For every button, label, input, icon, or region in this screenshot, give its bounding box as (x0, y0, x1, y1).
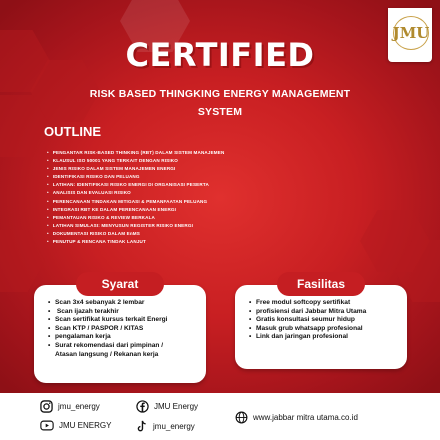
bullet-icon: • (249, 299, 252, 306)
bullet-icon: • (249, 324, 252, 332)
outline-item: • PERENCANAAN TINDAKAN MITIGASI & PEMANFAATAN PELUANG (47, 198, 224, 206)
requirement-item (48, 342, 168, 351)
facebook-name: JMU Energy (154, 402, 199, 411)
tiktok-handle: jmu_energy (153, 422, 195, 431)
facebook-icon (136, 400, 149, 413)
facility-item (249, 333, 366, 342)
poster-subtitle-line-1: RISK BASED THINGKING ENERGY MANAGEMENT (89, 88, 351, 100)
youtube-icon (40, 420, 54, 431)
outline-item: • LATIHAN SIMULASI: MENYUSUN REGISTER RISIKO ENERGI (47, 222, 224, 230)
instagram-icon (40, 400, 53, 413)
tiktok-icon (136, 420, 148, 433)
bullet-icon: • (249, 307, 252, 315)
requirement-item (48, 316, 168, 325)
tiktok-link[interactable] (136, 420, 195, 433)
requirement-text: Scan 3x4 sebanyak 2 lembar (55, 299, 145, 306)
facility-item (249, 325, 366, 334)
requirement-text: Surat rekomendasi dari pimpinan / (55, 341, 164, 349)
requirement-text: Atasan langsung / Rekanan kerja (55, 350, 159, 358)
facility-text: Link dan jaringan profesional (256, 333, 348, 341)
outline-list (47, 149, 224, 246)
facilities-heading: Fasilitas (277, 272, 365, 296)
facility-text: Masuk grub whatsapp profesional (256, 324, 363, 332)
bullet-icon: • (48, 299, 51, 306)
outline-item: • KLAUSUL ISO 50001 YANG TERKAIT DENGAN RISIKO (47, 157, 224, 165)
bullet-icon: • (48, 307, 51, 315)
bullet-icon: • (48, 316, 51, 324)
requirement-item-continuation (48, 351, 168, 360)
requirement-item (48, 333, 168, 342)
facility-item (249, 316, 366, 325)
requirement-item (48, 308, 168, 317)
youtube-link[interactable] (40, 420, 111, 431)
hexagon-decoration (0, 230, 45, 292)
outline-item: • JENIS RISIKO DALAM SISTEM MANAJEMEN ENERGI (47, 165, 224, 173)
website-link[interactable] (235, 411, 358, 424)
outline-item: • INTEGRASI RBT KE DALAM PERENCANAAN ENERGI (47, 206, 224, 214)
facebook-link[interactable] (136, 400, 198, 413)
requirements-heading: Syarat (76, 272, 164, 296)
bullet-icon: • (249, 333, 252, 341)
facility-item (249, 308, 366, 317)
instagram-handle: jmu_energy (58, 402, 100, 411)
requirement-text: Scan KTP / PASPOR / KITAS (55, 324, 144, 332)
facility-text: Free modul softcopy sertifikat (256, 299, 351, 306)
contact-footer (0, 393, 440, 440)
facilities-card (235, 277, 407, 369)
requirements-card (34, 277, 206, 383)
outline-item: • LATIHAN: IDENTIFIKASI RISIKO ENERGI DI ORGANISASI PESERTA (47, 181, 224, 189)
logo-emblem-icon: JMU (393, 16, 429, 50)
facility-item (249, 299, 366, 308)
outline-item: • PEMANTAUAN RISIKO & REVIEW BERKALA (47, 214, 224, 222)
poster-title: CERTIFIED (125, 36, 315, 74)
outline-item: • IDENTIFIKASI RISIKO DAN PELUANG (47, 173, 224, 181)
outline-item: • DOKUMENTASI RISIKO DALAM EnMS (47, 230, 224, 238)
poster-subtitle-line-2: SYSTEM (197, 106, 243, 118)
bullet-icon: • (48, 341, 51, 349)
website-url: www.jabbar mitra utama.co.id (253, 413, 358, 422)
requirement-text: pengalaman kerja (55, 333, 111, 341)
bullet-icon: • (48, 333, 51, 341)
outline-heading: OUTLINE (44, 124, 102, 139)
outline-item: • PENUTUP & RENCANA TINDAK LANJUT (47, 238, 224, 246)
instagram-link[interactable] (40, 400, 100, 413)
requirements-list (48, 299, 168, 359)
facility-text: Gratis konsultasi seumur hidup (256, 316, 355, 324)
bullet-icon: • (48, 324, 51, 332)
outline-item: • PENGANTAR RISK-BASED THINKING (RBT) DALAM SISTEM MANAJEMEN (47, 149, 224, 157)
globe-icon (235, 411, 248, 424)
facilities-list (249, 299, 366, 342)
youtube-channel: JMU ENERGY (59, 421, 112, 430)
requirement-text: Scan sertifikat kursus terkait Energi (55, 316, 168, 324)
requirement-item (48, 325, 168, 334)
requirement-item (48, 299, 168, 308)
requirement-text: Scan ijazah terakhir (55, 307, 119, 315)
bullet-icon: • (249, 316, 252, 324)
outline-item: • ANALISIS DAN EVALUASI RISIKO (47, 189, 224, 197)
facility-text: profisiensi dari Jabbar Mitra Utama (256, 307, 367, 315)
